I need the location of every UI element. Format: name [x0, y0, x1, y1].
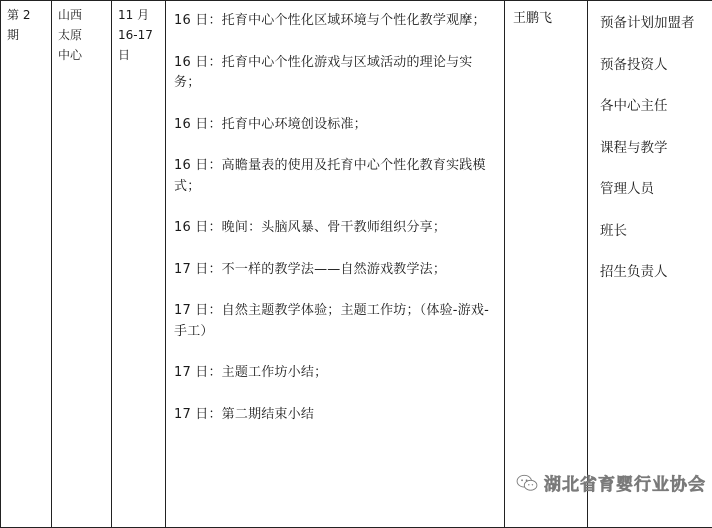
location-line: 中心: [58, 45, 111, 65]
target-list: [588, 1, 712, 282]
wechat-icon: [516, 474, 538, 492]
location-cell: [52, 1, 112, 528]
teacher-cell: 王鹏飞: [505, 1, 588, 528]
period-cell: [1, 1, 52, 528]
target-item: 管理人员: [600, 179, 712, 199]
content-item: 16 日：晚间：头脑风暴、骨干教师组织分享；: [174, 218, 496, 239]
content-list: [166, 1, 504, 425]
content-item: 16 日：托育中心环境创设标准；: [174, 115, 496, 136]
date-line: 日: [118, 45, 165, 65]
date-line: 11 月: [118, 5, 165, 25]
target-item: 预备投资人: [600, 55, 712, 75]
content-cell: [166, 1, 505, 528]
target-item: 预备计划加盟者: [600, 13, 712, 33]
watermark-text: 湖北省育婴行业协会: [544, 470, 706, 495]
period-line: 第 2: [7, 5, 51, 25]
content-item: 17 日：第二期结束小结: [174, 405, 496, 426]
target-item: 招生负责人: [600, 262, 712, 282]
date-cell: [112, 1, 166, 528]
target-item: 课程与教学: [600, 138, 712, 158]
content-item: 17 日：不一样的教学法——自然游戏教学法；: [174, 260, 496, 281]
location-line: 太原: [58, 25, 111, 45]
content-item: 17 日：主题工作坊小结；: [174, 363, 496, 384]
content-item: 16 日：托育中心个性化区域环境与个性化教学观摩；: [174, 11, 496, 32]
date-line: 16-17: [118, 25, 165, 45]
location-line: 山西: [58, 5, 111, 25]
target-item: 各中心主任: [600, 96, 712, 116]
target-cell: [588, 1, 712, 528]
content-item: 16 日：高瞻量表的使用及托育中心个性化教育实践模式；: [174, 156, 496, 197]
table-row: [1, 1, 712, 528]
watermark: [516, 470, 706, 495]
target-item: 班长: [600, 221, 712, 241]
content-item: 17 日：自然主题教学体验；主题工作坊；（体验-游戏-手工）: [174, 301, 496, 342]
content-item: 16 日：托育中心个性化游戏与区域活动的理论与实务；: [174, 53, 496, 94]
period-line: 期: [7, 25, 51, 45]
